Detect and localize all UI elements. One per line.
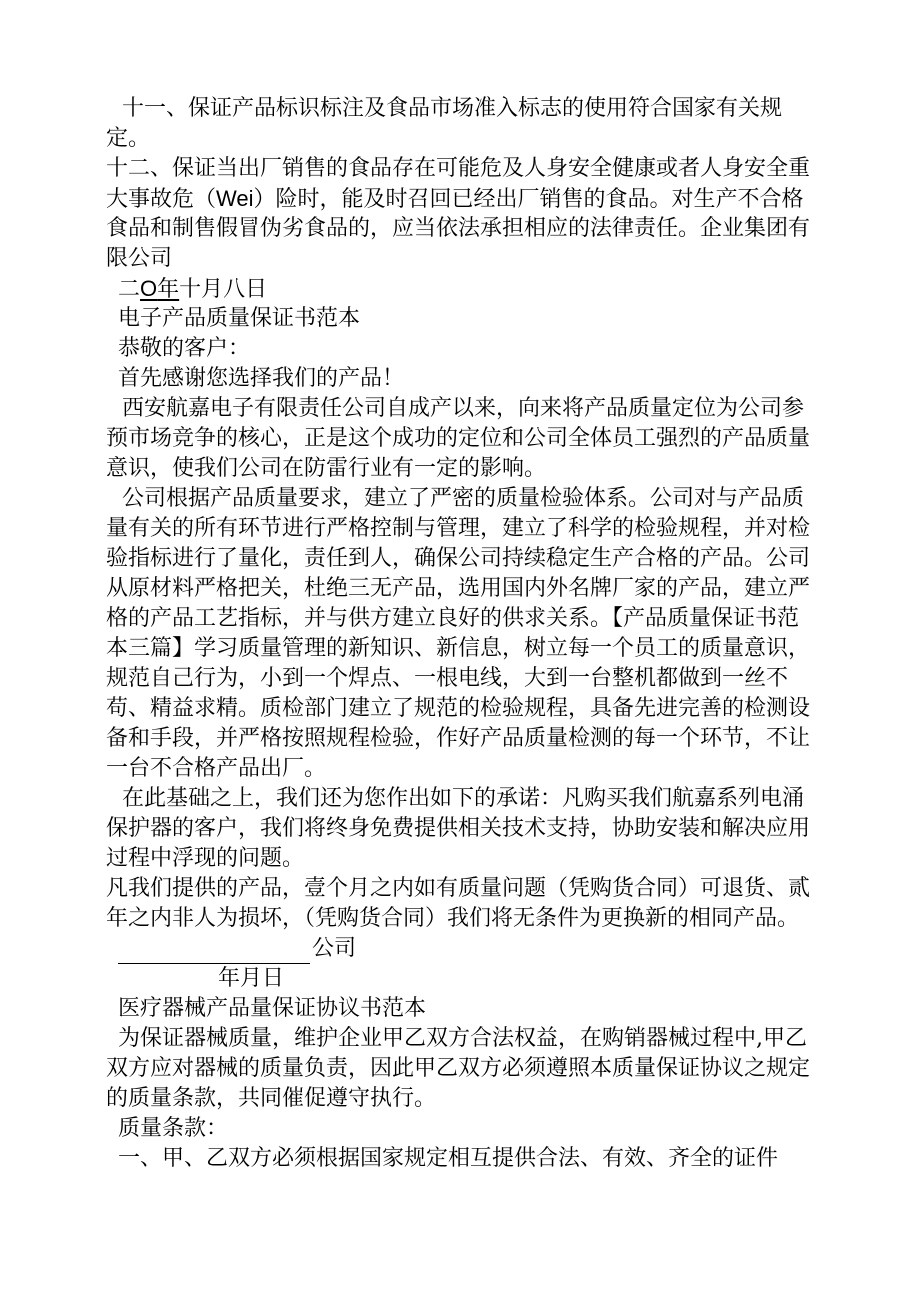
- paragraph-1-line-2: 预市场竞争的核心，正是这个成功的定位和公司全体员工强烈的产品质量: [106, 426, 811, 451]
- paragraph-2-line-3: 验指标进行了量化，责任到人，确保公司持续稳定生产合格的产品。公司: [106, 546, 811, 571]
- paragraph-2-line-10: 一台不合格产品出厂。: [106, 756, 327, 781]
- medical-paragraph-line-2: 双方应对器械的质量负责，因此甲乙双方必须遵照本质量保证协议之规定: [106, 1056, 811, 1081]
- paragraph-2-line-8: 苟、精益求精。质检部门建立了规范的检验规程，具备先进完善的检测设: [106, 696, 811, 721]
- paragraph-1-line-1: 西安航嘉电子有限责任公司自成产以来，向来将产品质量定位为公司参: [122, 396, 805, 421]
- paragraph-2-line-6: 本三篇】学习质量管理的新知识、新信息，树立每一个员工的质量意识，: [106, 636, 811, 661]
- salutation: 恭敬的客户：: [118, 336, 251, 361]
- paragraph-1-line-3: 意识，使我们公司在防雷行业有一定的影响。: [106, 456, 547, 481]
- paragraph-2-line-2: 量有关的所有环节进行严格控制与管理，建立了科学的检验规程，并对检: [106, 516, 811, 541]
- paragraph-2-line-9: 备和手段，并严格按照规程检验，作好产品质量检测的每一个环节，不让: [106, 726, 811, 751]
- company-signature-line: 公司: [118, 934, 356, 964]
- section-title-electronic: 电子产品质量保证书范本: [118, 306, 361, 331]
- signature-blank: [118, 939, 310, 964]
- clause-11-line-1: 十一、保证产品标识标注及食品市场准入标志的使用符合国家有关规: [122, 96, 783, 121]
- paragraph-3-line-3: 过程中浮现的问题。: [106, 846, 305, 871]
- signature-date: 年月日: [218, 966, 285, 991]
- quality-term-1: 一、甲、乙双方必须根据国家规定相互提供合法、有效、齐全的证件: [118, 1146, 779, 1171]
- company-name-tail: 限公司: [106, 246, 173, 271]
- paragraph-2-line-1: 公司根据产品质量要求，建立了严密的质量检验体系。公司对与产品质: [122, 486, 805, 511]
- clause-12-line-1: 十二、保证当出厂销售的食品存在可能危及人身安全健康或者人身安全重: [106, 156, 811, 181]
- date-line: 二O年十月八日: [118, 276, 268, 302]
- thanks-line: 首先感谢您选择我们的产品！: [118, 366, 405, 391]
- paragraph-4-line-2: 年之内非人为损坏，（凭购货合同）我们将无条件为更换新的相同产品。: [106, 906, 800, 931]
- paragraph-3-line-1: 在此基础之上，我们还为您作出如下的承诺：凡购买我们航嘉系列电涌: [122, 786, 805, 811]
- clause-12-line-2: 大事故危（Wei）险时，能及时召回已经出厂销售的食品。对生产不合格: [106, 186, 804, 212]
- clause-11-line-2: 定。: [106, 126, 151, 151]
- paragraph-2-line-5: 格的产品工艺指标，并与供方建立良好的供求关系。【产品质量保证书范: [106, 606, 800, 631]
- medical-paragraph-line-1: 为保证器械质量，维护企业甲乙双方合法权益，在购销器械过程中,甲乙: [118, 1026, 807, 1051]
- quality-terms-heading: 质量条款：: [118, 1116, 229, 1141]
- paragraph-3-line-2: 保护器的客户，我们将终身免费提供相关技术支持，协助安装和解决应用: [106, 816, 811, 841]
- section-title-medical: 医疗器械产品量保证协议书范本: [118, 996, 427, 1021]
- medical-paragraph-line-3: 的质量条款，共同催促遵守执行。: [106, 1086, 437, 1111]
- paragraph-2-line-7: 规范自己行为，小到一个焊点、一根电线，大到一台整机都做到一丝不: [106, 666, 789, 691]
- paragraph-4-line-1: 凡我们提供的产品，壹个月之内如有质量问题（凭购货合同）可退货、贰: [106, 876, 811, 901]
- clause-12-line-3: 食品和制售假冒伪劣食品的，应当依法承担相应的法律责任。企业集团有: [106, 216, 811, 241]
- paragraph-2-line-4: 从原材料严格把关，杜绝三无产品，选用国内外名牌厂家的产品，建立严: [106, 576, 811, 601]
